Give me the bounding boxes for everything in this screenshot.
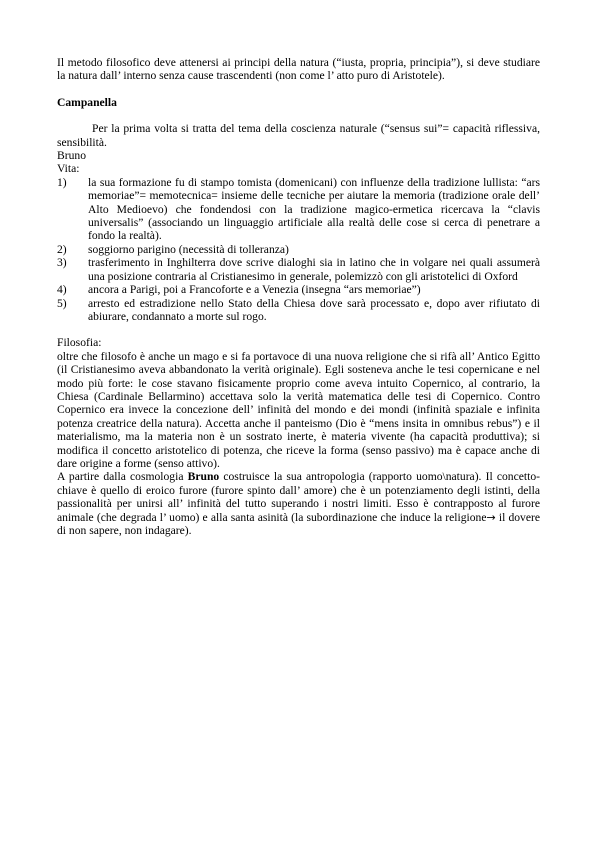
list-item-number: 1) xyxy=(57,175,67,189)
list-item xyxy=(57,297,540,324)
list-item-number: 3) xyxy=(57,256,67,270)
list-item xyxy=(57,283,540,296)
filosofia-paragraph: oltre che filosofo è anche un mago e si fa portavoce di una nuova religione che si rifà all’ Antico Egitto (il Cristianesimo aveva abbandonato la verità originale). Egli sosteneva anche le tesi copernicane e nel modo più forte: le cose stavano fisicamente proprio come aveva intuito Copernico, al contrario, la Chiesa (Cardinale Bellarmino) accettava solo la verità matematica delle tesi di Copernico. Contro Copernico era invece la concezione dell’ infinità del mondo e dei mondi (infinità spaziale e infinita potenza creatrice della natura). Accetta anche il panteismo (Dio è “mens insita in omnibus rebus”) e il materialismo, ma la materia non è un sostrato inerte, è materia vivente (ha capacità produttiva); si modifica il concetto aristotelico di potenza, che riceve la forma (senso passivo) ma è capace anche di dare origine a forme (senso attivo). xyxy=(57,349,540,470)
list-item-number: 2) xyxy=(57,242,67,256)
section-heading-campanella: Campanella xyxy=(57,95,117,109)
campanella-paragraph: Per la prima volta si tratta del tema della coscienza naturale (“sensus sui”= capacità riflessiva, sensibilità. xyxy=(57,122,540,149)
list-item-text: soggiorno parigino (necessità di tolleranza) xyxy=(88,242,289,256)
list-item-text: la sua formazione fu di stampo tomista (domenicani) con influenze della tradizione lullista: “ars memoriae”= memotecnica= insieme delle tecniche per aiutare la memoria (tradizione orale dell’ Alto Medioevo) che fondendosi con la tradizione magico-ermetica ricercava la “clavis universalis” (associando un linguaggio artificiale alla realtà delle cose si cerca di penetrare a fondo la realtà). xyxy=(88,175,540,243)
list-item xyxy=(57,243,540,256)
vita-label: Vita: xyxy=(57,162,80,176)
document-page xyxy=(57,56,540,537)
vita-list xyxy=(57,176,540,323)
intro-paragraph: Il metodo filosofico deve attenersi ai principi della natura (“iusta, propria, principia”), si deve studiare la natura dall’ interno senza cause trascendenti (non come l’ atto puro di Aristotele). xyxy=(57,56,540,83)
list-item-text: arresto ed estradizione nello Stato della Chiesa dove sarà processato e, dopo aver rifiutato di abiurare, condannato a morte sul rogo. xyxy=(88,296,540,323)
final-text-part2: costruisce la sua antropologia (rapporto uomo\natura). Il concetto-chiave è quello di eroico furore (furore spinto dall’ amore) che è un potenziamento degli istinti, della passionalità per unirsi all’ infinità del tutto superando i nostri limiti. Esso è contrapposto al furore animale (che degrada l’ uomo) e alla santa asinità (la subordinazione che induce la religione xyxy=(57,470,540,524)
list-item-number: 4) xyxy=(57,283,67,297)
filosofia-label: Filosofia: xyxy=(57,336,102,350)
arrow-right-icon: → xyxy=(486,510,496,524)
final-text-part1: A partire dalla cosmologia xyxy=(57,470,188,484)
final-paragraph xyxy=(57,470,540,537)
bold-bruno: Bruno xyxy=(187,470,220,484)
list-item xyxy=(57,176,540,243)
list-item-number: 5) xyxy=(57,296,67,310)
bruno-label: Bruno xyxy=(57,149,86,163)
final-text-part3: il dovere di non sapere, non indagare). xyxy=(57,510,540,537)
list-item xyxy=(57,256,540,283)
list-item-text: trasferimento in Inghilterra dove scrive dialoghi sia in latino che in volgare nei quali assumerà una posizione contraria al Cristianesimo in generale, polemizzò con gli aristotelici di Oxford xyxy=(88,256,540,283)
list-item-text: ancora a Parigi, poi a Francoforte e a Venezia (insegna “ars memoriae”) xyxy=(88,283,421,297)
